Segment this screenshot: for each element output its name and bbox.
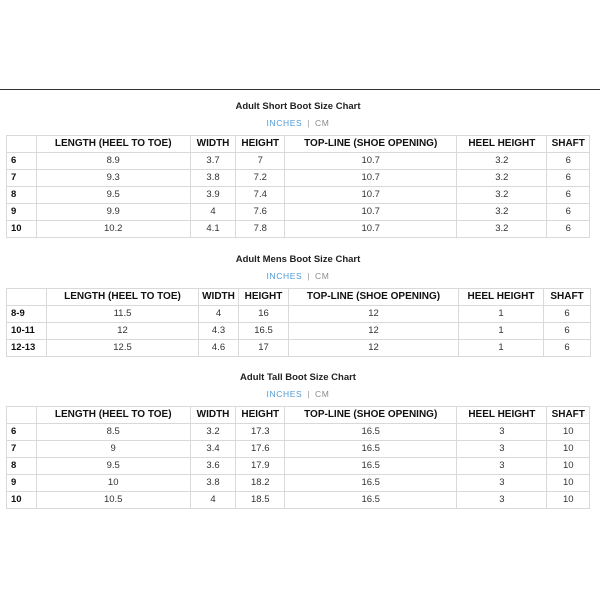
width-cell: 4 [190, 204, 236, 221]
table-row [7, 424, 590, 441]
short-boot-section [6, 100, 590, 238]
table-row [7, 170, 590, 187]
table-row [7, 458, 590, 475]
shaft-cell: 6 [544, 306, 591, 323]
length-column-header: LENGTH (HEEL TO TOE) [36, 407, 190, 424]
table-row [7, 323, 591, 340]
height-cell: 18.2 [236, 475, 285, 492]
mens-boot-section [6, 253, 590, 357]
width-cell: 4 [199, 306, 239, 323]
height-cell: 17.9 [236, 458, 285, 475]
length-cell: 9 [36, 441, 190, 458]
size-cell: 8-9 [7, 306, 47, 323]
table-row [7, 306, 591, 323]
shaft-cell: 10 [547, 441, 590, 458]
heel-height-cell: 3.2 [457, 221, 547, 238]
inches-unit-tab[interactable]: INCHES [266, 389, 303, 399]
topline-column-header: TOP-LINE (SHOE OPENING) [289, 289, 459, 306]
height-cell: 17.6 [236, 441, 285, 458]
height-cell: 17.3 [236, 424, 285, 441]
height-column-header: HEIGHT [236, 136, 285, 153]
size-cell: 6 [7, 153, 37, 170]
size-cell: 8 [7, 458, 37, 475]
length-cell: 10.5 [36, 492, 190, 509]
unit-separator: | [307, 389, 311, 399]
shaft-cell: 10 [547, 492, 590, 509]
shaft-column-header: SHAFT [547, 136, 590, 153]
size-cell: 8 [7, 187, 37, 204]
table-row [7, 221, 590, 238]
topline-cell: 16.5 [285, 458, 457, 475]
heel-height-cell: 3 [457, 492, 547, 509]
topline-cell: 10.7 [285, 153, 457, 170]
size-cell: 10 [7, 221, 37, 238]
width-cell: 4.3 [199, 323, 239, 340]
length-cell: 8.9 [36, 153, 190, 170]
shaft-column-header: SHAFT [547, 407, 590, 424]
width-cell: 3.7 [190, 153, 236, 170]
shaft-cell: 6 [547, 170, 590, 187]
height-cell: 7.8 [236, 221, 285, 238]
length-column-header: LENGTH (HEEL TO TOE) [47, 289, 199, 306]
table-row [7, 153, 590, 170]
width-column-header: WIDTH [199, 289, 239, 306]
shaft-cell: 10 [547, 424, 590, 441]
heel-height-cell: 3.2 [457, 187, 547, 204]
topline-cell: 10.7 [285, 187, 457, 204]
unit-separator: | [307, 271, 311, 281]
cm-unit-tab[interactable]: CM [315, 389, 330, 399]
top-divider [0, 89, 600, 90]
shaft-cell: 10 [547, 475, 590, 492]
length-cell: 11.5 [47, 306, 199, 323]
height-cell: 7 [236, 153, 285, 170]
width-column-header: WIDTH [190, 407, 236, 424]
mens-unit-toggle [6, 269, 590, 284]
tall-unit-toggle [6, 387, 590, 402]
shaft-cell: 6 [547, 221, 590, 238]
topline-cell: 10.7 [285, 204, 457, 221]
topline-cell: 10.7 [285, 221, 457, 238]
topline-column-header: TOP-LINE (SHOE OPENING) [285, 407, 457, 424]
short-boot-table [6, 135, 590, 238]
size-cell: 10 [7, 492, 37, 509]
size-cell: 7 [7, 170, 37, 187]
table-row [7, 441, 590, 458]
heel-height-cell: 3.2 [457, 153, 547, 170]
topline-cell: 12 [289, 323, 459, 340]
cm-unit-tab[interactable]: CM [315, 271, 330, 281]
short-unit-toggle [6, 116, 590, 131]
table-row [7, 492, 590, 509]
size-cell: 9 [7, 204, 37, 221]
size-column-header [7, 407, 37, 424]
width-cell: 3.8 [190, 170, 236, 187]
heel-height-cell: 1 [459, 306, 544, 323]
mens-boot-title: Adult Mens Boot Size Chart [235, 254, 361, 265]
heel-height-cell: 3.2 [457, 170, 547, 187]
width-column-header: WIDTH [190, 136, 236, 153]
heel-height-cell: 1 [459, 323, 544, 340]
heel-height-column-header: HEEL HEIGHT [457, 407, 547, 424]
height-cell: 16.5 [239, 323, 289, 340]
height-cell: 7.6 [236, 204, 285, 221]
size-cell: 9 [7, 475, 37, 492]
heel-height-cell: 3.2 [457, 204, 547, 221]
topline-cell: 16.5 [285, 475, 457, 492]
heel-height-cell: 3 [457, 475, 547, 492]
topline-column-header: TOP-LINE (SHOE OPENING) [285, 136, 457, 153]
shaft-cell: 6 [544, 323, 591, 340]
length-cell: 9.5 [36, 458, 190, 475]
height-column-header: HEIGHT [239, 289, 289, 306]
topline-cell: 12 [289, 340, 459, 357]
shaft-column-header: SHAFT [544, 289, 591, 306]
height-cell: 17 [239, 340, 289, 357]
tall-boot-section [6, 371, 590, 509]
table-header-row [7, 136, 590, 153]
topline-cell: 16.5 [285, 424, 457, 441]
length-cell: 10 [36, 475, 190, 492]
unit-separator: | [307, 118, 311, 128]
size-column-header [7, 136, 37, 153]
shaft-cell: 6 [547, 204, 590, 221]
topline-cell: 16.5 [285, 441, 457, 458]
size-cell: 6 [7, 424, 37, 441]
heel-height-cell: 1 [459, 340, 544, 357]
table-row [7, 340, 591, 357]
shaft-cell: 6 [547, 187, 590, 204]
topline-cell: 12 [289, 306, 459, 323]
table-row [7, 187, 590, 204]
table-header-row [7, 407, 590, 424]
shaft-cell: 6 [544, 340, 591, 357]
width-cell: 3.6 [190, 458, 236, 475]
inches-unit-tab[interactable]: INCHES [266, 271, 303, 281]
size-column-header [7, 289, 47, 306]
width-cell: 4.6 [199, 340, 239, 357]
short-boot-title: Adult Short Boot Size Chart [235, 101, 361, 112]
height-cell: 7.4 [236, 187, 285, 204]
length-cell: 12 [47, 323, 199, 340]
inches-unit-tab[interactable]: INCHES [266, 118, 303, 128]
shaft-cell: 10 [547, 458, 590, 475]
length-cell: 9.5 [36, 187, 190, 204]
tall-boot-table [6, 406, 590, 509]
size-cell: 12-13 [7, 340, 47, 357]
width-cell: 3.4 [190, 441, 236, 458]
heel-height-cell: 3 [457, 458, 547, 475]
heel-height-column-header: HEEL HEIGHT [457, 136, 547, 153]
length-cell: 12.5 [47, 340, 199, 357]
table-row [7, 204, 590, 221]
width-cell: 3.2 [190, 424, 236, 441]
height-cell: 7.2 [236, 170, 285, 187]
cm-unit-tab[interactable]: CM [315, 118, 330, 128]
length-column-header: LENGTH (HEEL TO TOE) [36, 136, 190, 153]
height-cell: 18.5 [236, 492, 285, 509]
height-cell: 16 [239, 306, 289, 323]
tall-boot-title: Adult Tall Boot Size Chart [240, 372, 356, 383]
width-cell: 4 [190, 492, 236, 509]
table-header-row [7, 289, 591, 306]
width-cell: 3.8 [190, 475, 236, 492]
width-cell: 4.1 [190, 221, 236, 238]
height-column-header: HEIGHT [236, 407, 285, 424]
size-cell: 7 [7, 441, 37, 458]
length-cell: 9.9 [36, 204, 190, 221]
mens-boot-table [6, 288, 591, 357]
heel-height-cell: 3 [457, 424, 547, 441]
heel-height-column-header: HEEL HEIGHT [459, 289, 544, 306]
length-cell: 9.3 [36, 170, 190, 187]
table-row [7, 475, 590, 492]
topline-cell: 16.5 [285, 492, 457, 509]
shaft-cell: 6 [547, 153, 590, 170]
size-cell: 10-11 [7, 323, 47, 340]
length-cell: 8.5 [36, 424, 190, 441]
heel-height-cell: 3 [457, 441, 547, 458]
length-cell: 10.2 [36, 221, 190, 238]
width-cell: 3.9 [190, 187, 236, 204]
topline-cell: 10.7 [285, 170, 457, 187]
